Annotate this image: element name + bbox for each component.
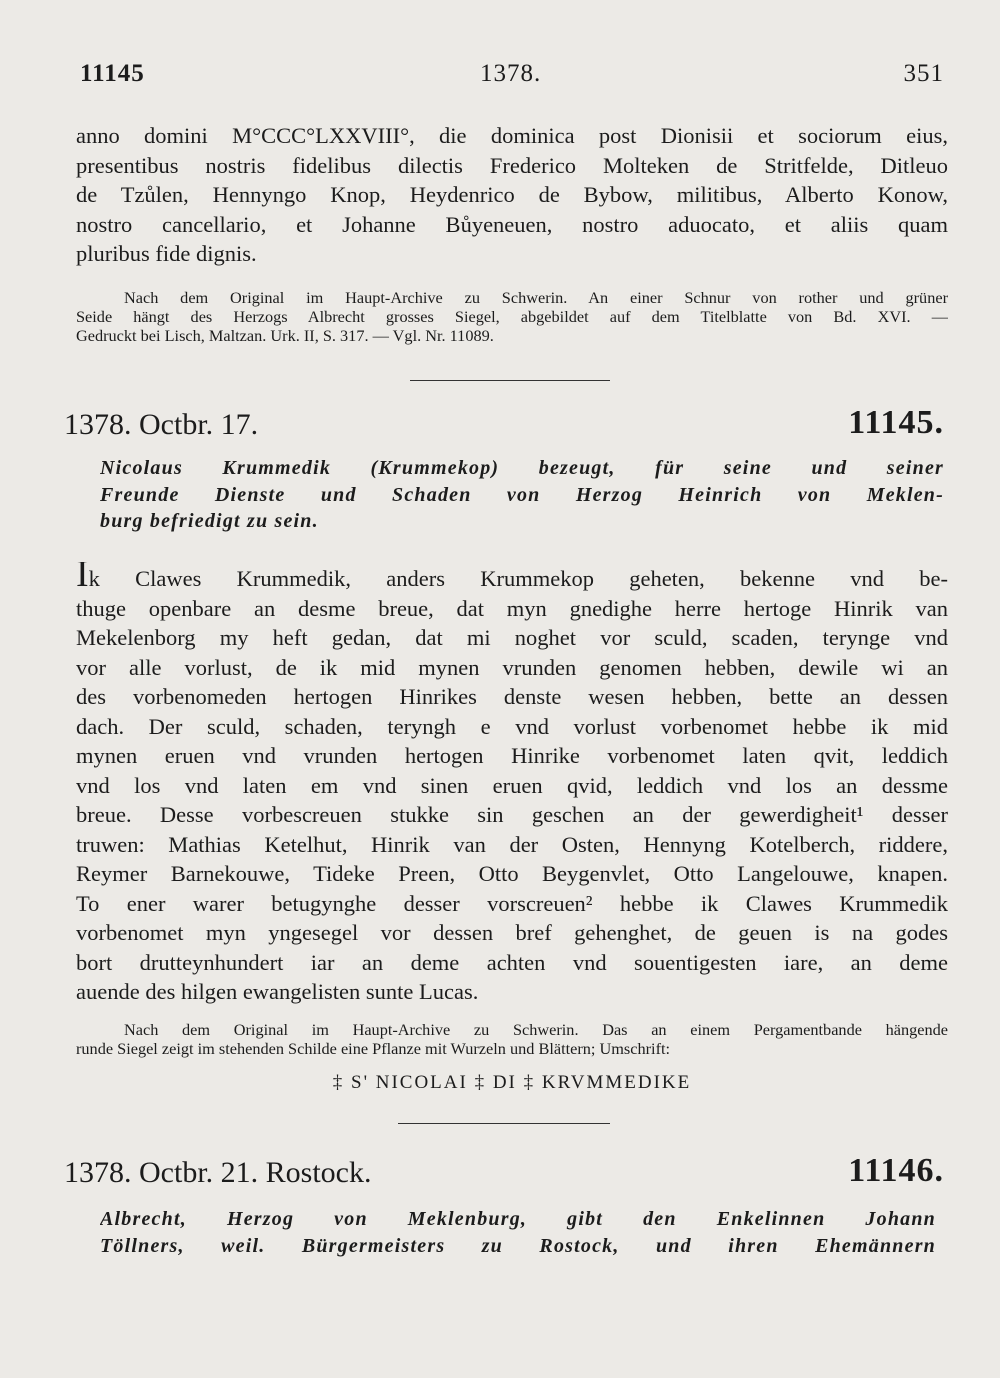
text-line: mynen eruen vnd vrunden hertogen Hinrike vorbenomet laten qvit, leddich [76, 743, 948, 768]
note-line: Seide hängt des Herzogs Albrecht grosses Siegel, abgebildet auf dem Titelblatte von Bd. XVI. — [76, 307, 948, 326]
header-page-number: 351 [903, 60, 944, 87]
text-line: presentibus nostris fidelibus dilectis Frederico Molteken de Stritfelde, Ditleuo [76, 152, 948, 178]
charter-source-note-11145 [76, 1020, 948, 1058]
text-line: auende des hilgen ewangelisten sunte Lucas. [76, 979, 479, 1004]
previous-document-ending [76, 121, 948, 269]
section-divider [398, 1123, 610, 1124]
text-line: dach. Der sculd, schaden, teryngh e vnd vorlust vorbenomet hebbe ik mid [76, 713, 948, 739]
text-line: breue. Desse vorbescreuen stukke sin geschen an der gewerdigheit¹ desser [76, 802, 948, 827]
header-document-number: 11145 [80, 60, 145, 87]
summary-line: burg befriedigt zu sein. [100, 510, 319, 532]
header-year: 1378. [480, 60, 542, 87]
text-line: To ener warer betugynghe desser vorscreuen² hebbe ik Clawes Krummedik [76, 890, 948, 916]
page-header [76, 60, 948, 100]
text-line: anno domini M°CCC°LXXVIII°, die dominica post Dionisii et sociorum eius, [76, 123, 948, 148]
summary-line: Nicolaus Krummedik (Krummekop) bezeugt, für seine und seiner [100, 457, 944, 479]
entry-heading-11145 [64, 398, 948, 442]
entry-summary-11145 [100, 455, 944, 535]
initial-letter: I [76, 562, 89, 594]
charter-text-11145 [76, 562, 948, 1007]
text-line: de Tzůlen, Hennyngo Knop, Heydenrico de Bybow, militibus, Alberto Konow, [76, 182, 948, 207]
entry-date: 1378. Octbr. 17. [64, 408, 259, 441]
text-line: nostro cancellario, et Johanne Bůyeneuen, nostro aduocato, et aliis quam [76, 211, 948, 237]
text-line: vorbenomet myn yngesegel vor dessen bref gehenghet, de geuen is na godes [76, 920, 948, 945]
text-line: vnd los vnd laten em vnd sinen eruen qvid, leddich vnd los an dessme [76, 772, 948, 798]
entry-number: 11146. [848, 1152, 944, 1189]
text-line: Reymer Barnekouwe, Tideke Preen, Otto Beygenvlet, Otto Langelouwe, knapen. [76, 861, 948, 886]
note-line: Nach dem Original im Haupt-Archive zu Schwerin. An einer Schnur von rother und grüner [124, 288, 948, 307]
section-divider [410, 380, 610, 381]
summary-line: Töllners, weil. Bürgermeisters zu Rostock, und ihren Ehemännern [100, 1234, 936, 1257]
text-line: des vorbenomeden hertogen Hinrikes denste wesen hebben, bette an dessen [76, 684, 948, 709]
note-line: Gedruckt bei Lisch, Maltzan. Urk. II, S. 317. — Vgl. Nr. 11089. [76, 326, 494, 345]
first-line-text: k Clawes Krummedik, anders Krummekop geheten, bekenne vnd be- [88, 566, 948, 591]
previous-document-source-note [76, 288, 948, 345]
entry-heading-11146 [64, 1146, 948, 1190]
text-line: thuge openbare an desme breue, dat myn gnedighe herre hertoge Hinrik van [76, 595, 948, 621]
note-line: runde Siegel zeigt im stehenden Schilde eine Pflanze mit Wurzeln und Blättern; Umschrift: [76, 1039, 671, 1058]
text-line: pluribus fide dignis. [76, 241, 257, 266]
text-line: vor alle vorlust, de ik mid mynen vrunden genomen hebben, dewile wi an [76, 654, 948, 680]
entry-number: 11145. [848, 404, 944, 441]
summary-line: Albrecht, Herzog von Meklenburg, gibt den Enkelinnen Johann [100, 1208, 936, 1230]
entry-date: 1378. Octbr. 21. Rostock. [64, 1156, 372, 1189]
text-line: bort drutteynhundert iar an deme achten vnd souentigesten iare, an deme [76, 949, 948, 975]
seal-legend: ‡ S' NICOLAI ‡ DI ‡ KRVMMEDIKE [332, 1072, 692, 1093]
entry-summary-11146 [100, 1206, 936, 1259]
text-line: truwen: Mathias Ketelhut, Hinrik van der Osten, Hennyng Kotelberch, riddere, [76, 831, 948, 857]
text-line-first [76, 562, 948, 594]
note-line: Nach dem Original im Haupt-Archive zu Schwerin. Das an einem Pergamentbande hängende [124, 1020, 948, 1039]
summary-line: Freunde Dienste und Schaden von Herzog Heinrich von Meklen- [100, 483, 944, 506]
text-line: Mekelenborg my heft gedan, dat mi noghet vor sculd, scaden, terynge vnd [76, 625, 948, 650]
